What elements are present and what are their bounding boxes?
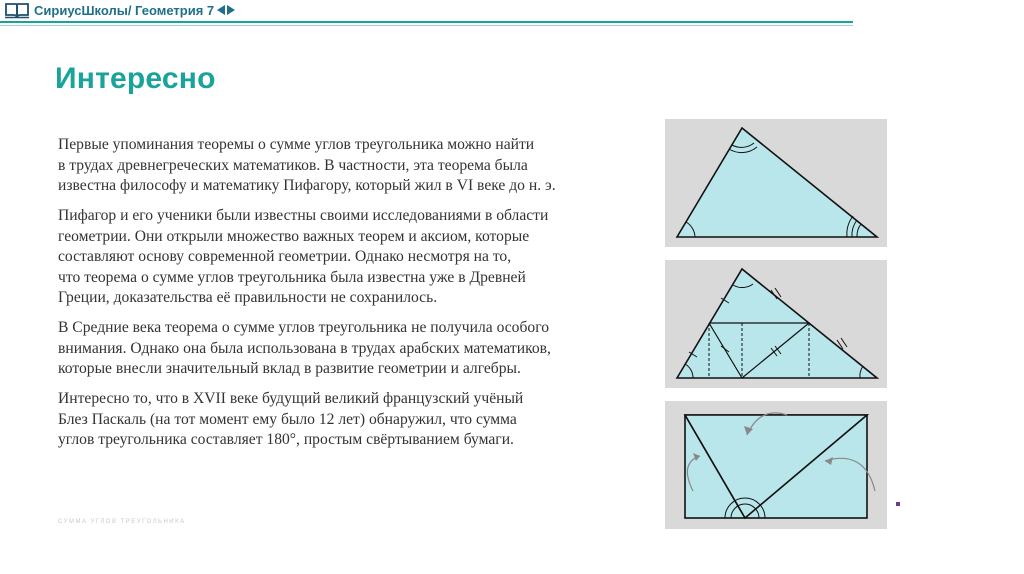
folding-rectangle-diagram [665, 401, 887, 529]
left-right-arrows-icon[interactable] [217, 5, 235, 15]
body-text [58, 135, 658, 460]
page-title: Интересно [55, 62, 216, 95]
tick-mark [841, 338, 847, 347]
paragraph-1: Первые упоминания теоремы о сумме углов треугольника можно найти в трудах древнегреческих математиков. В частности, эта теорема была известна философу и математику Пифагору, который жил в VI веке до н. э. [58, 136, 556, 194]
paragraph-2: Пифагор и его ученики были известны своими исследованиями в области геометрии. Они открыли множество важных теорем и аксиом, которые составляют основу современной геометрии. Однако несмотря на то, что теорема о сумме углов треугольника была известна уже в Древней Греции, доказательства её правильности не сохранилось. [58, 207, 549, 306]
paragraph-3: В Средние века теорема о сумме углов треугольника не получила особого внимания. Однако она была использована в трудах арабских математиков, которые внесли значительный вклад в развитие геометрии и алгебры. [58, 319, 551, 377]
header-divider [0, 21, 853, 23]
decorative-dot [896, 502, 900, 506]
brand-text: СириусШколы/ Геометрия 7 [34, 2, 215, 18]
triangle-shape [677, 128, 877, 237]
triangle-figure [665, 119, 887, 247]
brand-title [34, 3, 235, 18]
footer-caption: СУММА УГЛОВ ТРЕУГОЛЬНИКА [58, 519, 186, 525]
header-divider-thin [0, 25, 853, 26]
open-book-icon [4, 1, 30, 19]
triangle-diagram [665, 119, 887, 247]
paragraph-4: Интересно то, что в XVII веке будущий великий французский учёный Блез Паскаль (на тот момент ему было 12 лет) обнаружил, что сумма углов треугольника составляет 180°, простым свёртыванием бумаги. [58, 390, 524, 448]
folding-rectangle-figure [665, 401, 887, 529]
folded-triangle-diagram [665, 260, 887, 388]
folded-triangle-figure [665, 260, 887, 388]
header-bar [4, 0, 235, 20]
